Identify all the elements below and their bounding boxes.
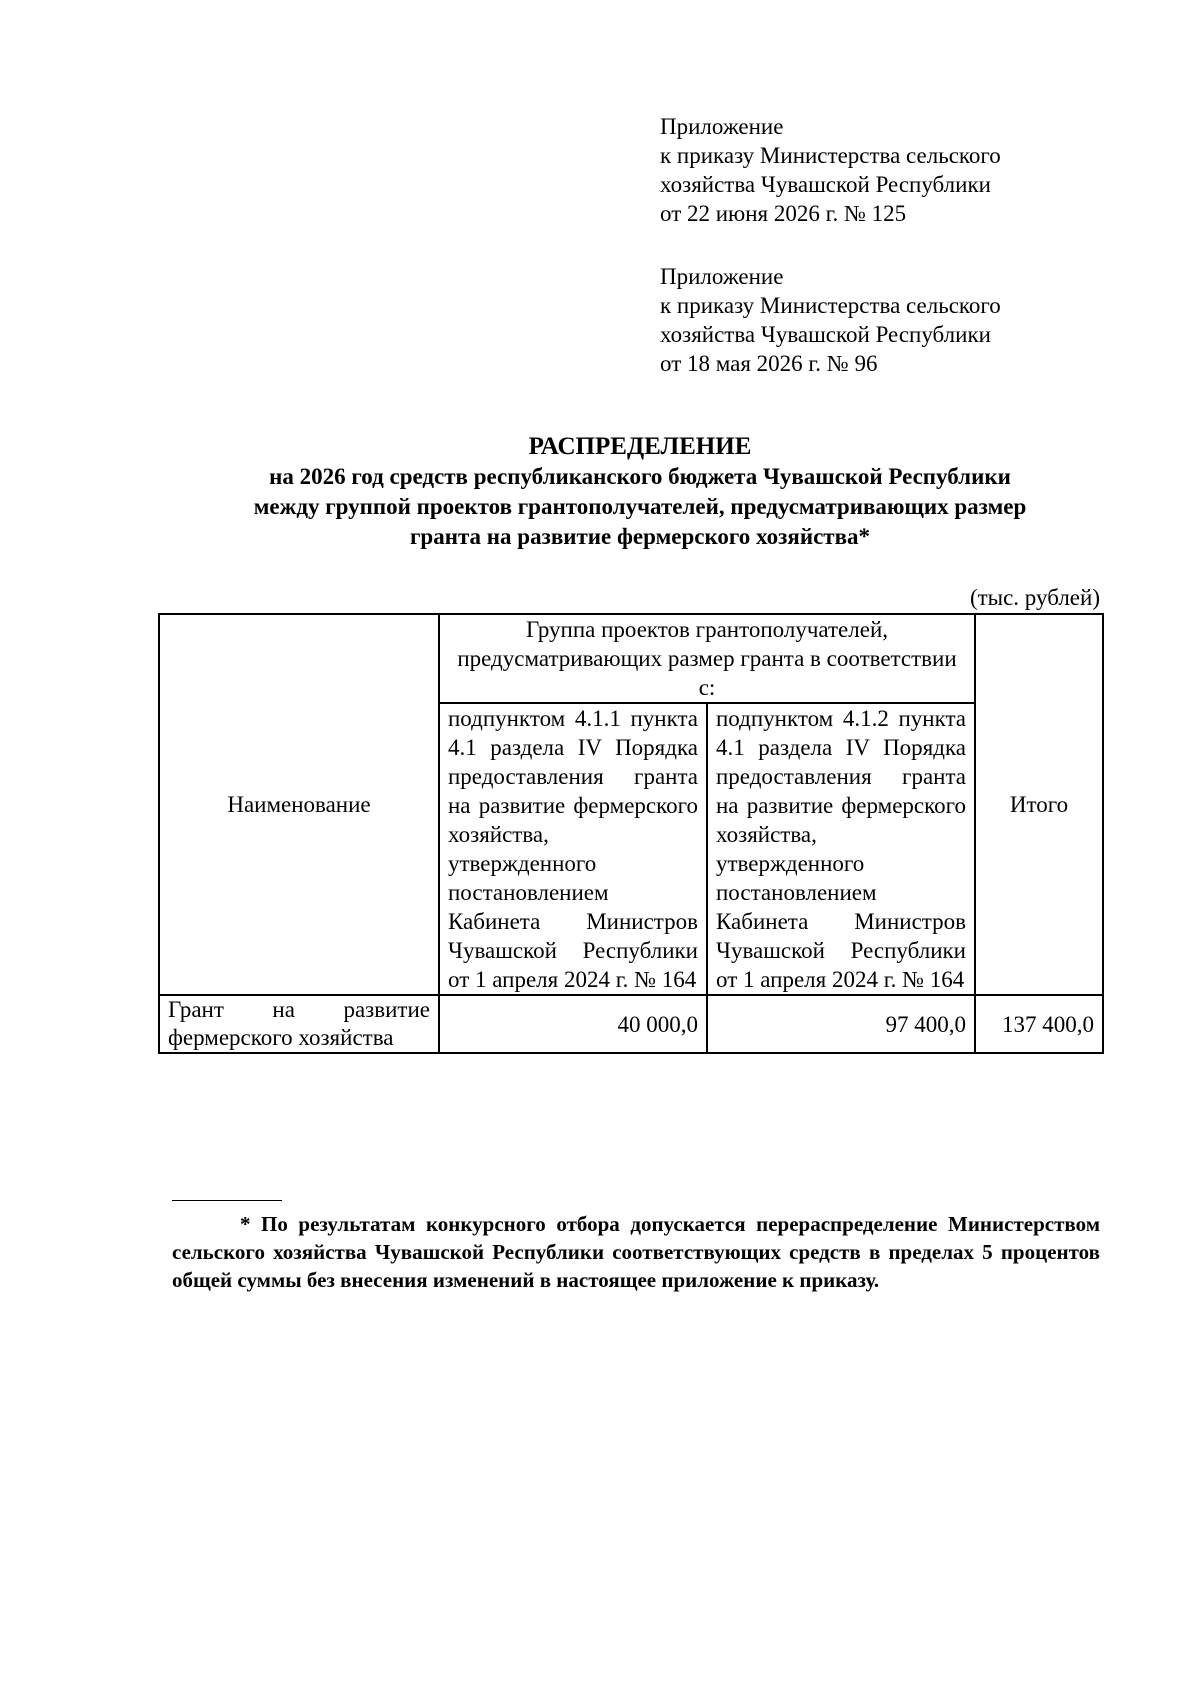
subheader-4-1-2: подпунктом 4.1.2 пункта 4.1 раздела IV Порядка предоставления гранта на развитие фермерского хозяйства, утвержденного постановлением Кабинета Министров Чувашской Республики от 1 апреля 2024 г. № 164 — [707, 703, 975, 995]
footnote-divider — [172, 1200, 282, 1201]
title-line: на 2026 год средств республиканского бюджета Чувашской Республики — [269, 464, 1011, 489]
document-title — [160, 432, 1120, 552]
appendix-line: от 22 июня 2026 г. № 125 — [660, 201, 907, 226]
appendix-line: Приложение — [660, 264, 784, 289]
title-main: РАСПРЕДЕЛЕНИЕ — [528, 433, 752, 460]
row-value-4-1-1: 40 000,0 — [439, 995, 707, 1053]
appendix-block-current — [660, 112, 1001, 228]
row-value-4-1-2: 97 400,0 — [707, 995, 975, 1053]
appendix-line: хозяйства Чувашской Республики — [660, 172, 991, 197]
appendix-line: Приложение — [660, 114, 784, 139]
title-line: между группой проектов грантополучателей, предусматривающих размер — [253, 494, 1027, 519]
appendix-line: хозяйства Чувашской Республики — [660, 322, 991, 347]
header-group: Группа проектов грантополучателей, предусматривающих размер гранта в соответствии с: — [439, 614, 975, 703]
appendix-line: к приказу Министерства сельского — [660, 293, 1001, 318]
distribution-table — [158, 613, 1104, 1054]
appendix-line: к приказу Министерства сельского — [660, 143, 1001, 168]
appendix-line: от 18 мая 2026 г. № 96 — [660, 351, 878, 376]
header-name: Наименование — [159, 614, 439, 995]
header-total: Итого — [975, 614, 1103, 995]
row-total: 137 400,0 — [975, 995, 1103, 1053]
units-label: (тыс. рублей) — [969, 585, 1100, 610]
header-row — [159, 614, 1103, 703]
row-name: Грант на развитие фермерского хозяйства — [159, 995, 439, 1053]
title-line: гранта на развитие фермерского хозяйства* — [409, 524, 871, 549]
appendix-block-original — [660, 262, 1001, 378]
table-row — [159, 995, 1103, 1053]
footnote — [172, 1210, 1100, 1294]
subheader-4-1-1: подпунктом 4.1.1 пункта 4.1 раздела IV Порядка предоставления гранта на развитие фермерского хозяйства, утвержденного постановлением Кабинета Министров Чувашской Республики от 1 апреля 2024 г. № 164 — [439, 703, 707, 995]
footnote-text: * По результатам конкурсного отбора допускается перераспределение Министерством сельского хозяйства Чувашской Республики соответствующих средств в пределах 5 процентов общей суммы без внесения изменений в настоящее приложение к приказу. — [172, 1212, 1100, 1292]
